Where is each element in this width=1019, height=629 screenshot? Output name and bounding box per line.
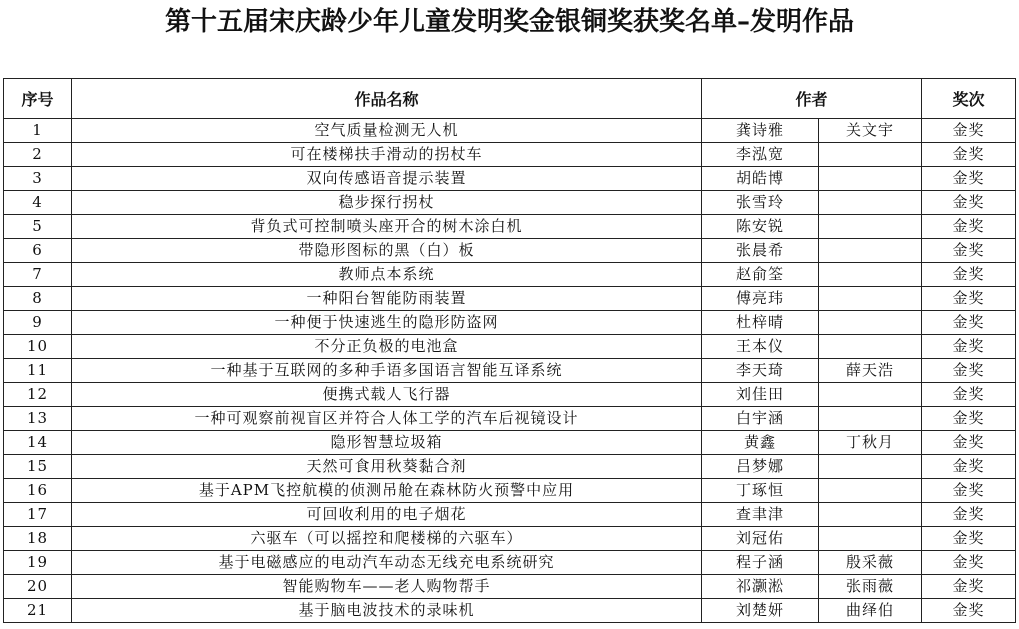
work-name: 六驱车（可以摇控和爬楼梯的六驱车） <box>72 527 702 551</box>
award-level: 金奖 <box>922 287 1016 311</box>
table-row <box>4 287 1016 311</box>
author-secondary <box>819 215 922 239</box>
work-name: 可在楼梯扶手滑动的拐杖车 <box>72 143 702 167</box>
author-secondary: 张雨薇 <box>819 575 922 599</box>
author-primary: 李泓宽 <box>702 143 819 167</box>
author-secondary <box>819 455 922 479</box>
work-name: 双向传感语音提示装置 <box>72 167 702 191</box>
row-number: 1 <box>4 119 72 143</box>
award-level: 金奖 <box>922 311 1016 335</box>
table-row <box>4 119 1016 143</box>
author-secondary <box>819 407 922 431</box>
award-level: 金奖 <box>922 143 1016 167</box>
table-row <box>4 431 1016 455</box>
author-secondary <box>819 239 922 263</box>
table-row <box>4 167 1016 191</box>
work-name: 便携式载人飞行器 <box>72 383 702 407</box>
row-number: 11 <box>4 359 72 383</box>
work-name: 带隐形图标的黑（白）板 <box>72 239 702 263</box>
table-row <box>4 143 1016 167</box>
row-number: 7 <box>4 263 72 287</box>
row-number: 6 <box>4 239 72 263</box>
award-level: 金奖 <box>922 383 1016 407</box>
author-primary: 查聿津 <box>702 503 819 527</box>
author-secondary <box>819 383 922 407</box>
work-name: 不分正负极的电池盒 <box>72 335 702 359</box>
author-primary: 赵俞筌 <box>702 263 819 287</box>
row-number: 21 <box>4 599 72 623</box>
award-level: 金奖 <box>922 407 1016 431</box>
header-award: 奖次 <box>922 79 1016 119</box>
document-title: 第十五届宋庆龄少年儿童发明奖金银铜奖获奖名单–发明作品 <box>164 7 854 37</box>
author-primary: 龚诗雅 <box>702 119 819 143</box>
row-number: 9 <box>4 311 72 335</box>
table-row <box>4 191 1016 215</box>
header-work-name: 作品名称 <box>72 79 702 119</box>
award-table <box>3 78 1016 623</box>
work-name: 基于电磁感应的电动汽车动态无线充电系统研究 <box>72 551 702 575</box>
author-primary: 刘冠佑 <box>702 527 819 551</box>
work-name: 隐形智慧垃圾箱 <box>72 431 702 455</box>
award-level: 金奖 <box>922 263 1016 287</box>
row-number: 5 <box>4 215 72 239</box>
award-level: 金奖 <box>922 215 1016 239</box>
table-row <box>4 407 1016 431</box>
author-secondary <box>819 287 922 311</box>
author-secondary <box>819 191 922 215</box>
author-primary: 吕梦娜 <box>702 455 819 479</box>
author-primary: 张雪玲 <box>702 191 819 215</box>
row-number: 20 <box>4 575 72 599</box>
work-name: 一种基于互联网的多种手语多国语言智能互译系统 <box>72 359 702 383</box>
author-secondary <box>819 503 922 527</box>
author-secondary: 薛天浩 <box>819 359 922 383</box>
author-secondary: 殷采薇 <box>819 551 922 575</box>
author-secondary: 曲绎伯 <box>819 599 922 623</box>
table-row <box>4 263 1016 287</box>
table-row <box>4 359 1016 383</box>
award-level: 金奖 <box>922 119 1016 143</box>
work-name: 空气质量检测无人机 <box>72 119 702 143</box>
author-primary: 丁琢恒 <box>702 479 819 503</box>
row-number: 8 <box>4 287 72 311</box>
author-primary: 傅亮玮 <box>702 287 819 311</box>
author-primary: 杜梓晴 <box>702 311 819 335</box>
table-row <box>4 551 1016 575</box>
award-level: 金奖 <box>922 335 1016 359</box>
author-primary: 王本仪 <box>702 335 819 359</box>
table-row <box>4 599 1016 623</box>
row-number: 12 <box>4 383 72 407</box>
work-name: 智能购物车——老人购物帮手 <box>72 575 702 599</box>
row-number: 2 <box>4 143 72 167</box>
table-body <box>4 119 1016 623</box>
table-row <box>4 383 1016 407</box>
award-level: 金奖 <box>922 599 1016 623</box>
header-authors: 作者 <box>702 79 922 119</box>
author-secondary <box>819 143 922 167</box>
work-name: 一种便于快速逃生的隐形防盗网 <box>72 311 702 335</box>
author-primary: 刘楚妍 <box>702 599 819 623</box>
award-level: 金奖 <box>922 167 1016 191</box>
work-name: 天然可食用秋葵黏合剂 <box>72 455 702 479</box>
author-primary: 张晨希 <box>702 239 819 263</box>
table-row <box>4 239 1016 263</box>
table-row <box>4 575 1016 599</box>
author-secondary <box>819 167 922 191</box>
row-number: 19 <box>4 551 72 575</box>
row-number: 15 <box>4 455 72 479</box>
award-level: 金奖 <box>922 503 1016 527</box>
table-row <box>4 311 1016 335</box>
award-level: 金奖 <box>922 527 1016 551</box>
work-name: 基于APM飞控航模的侦测吊舱在森林防火预警中应用 <box>72 479 702 503</box>
author-secondary <box>819 527 922 551</box>
author-secondary <box>819 263 922 287</box>
author-primary: 黄鑫 <box>702 431 819 455</box>
row-number: 14 <box>4 431 72 455</box>
author-primary: 胡皓博 <box>702 167 819 191</box>
author-secondary <box>819 335 922 359</box>
award-level: 金奖 <box>922 431 1016 455</box>
work-name: 背负式可控制喷头座开合的树木涂白机 <box>72 215 702 239</box>
author-secondary <box>819 311 922 335</box>
work-name: 教师点本系统 <box>72 263 702 287</box>
award-level: 金奖 <box>922 551 1016 575</box>
table-row <box>4 455 1016 479</box>
table-header-row <box>4 79 1016 119</box>
award-level: 金奖 <box>922 359 1016 383</box>
table-row <box>4 215 1016 239</box>
row-number: 4 <box>4 191 72 215</box>
work-name: 稳步探行拐杖 <box>72 191 702 215</box>
author-primary: 程子涵 <box>702 551 819 575</box>
work-name: 基于脑电波技术的录味机 <box>72 599 702 623</box>
author-primary: 祁灏淞 <box>702 575 819 599</box>
row-number: 17 <box>4 503 72 527</box>
table-row <box>4 335 1016 359</box>
author-primary: 李天琦 <box>702 359 819 383</box>
row-number: 16 <box>4 479 72 503</box>
table-row <box>4 479 1016 503</box>
author-secondary: 丁秋月 <box>819 431 922 455</box>
row-number: 3 <box>4 167 72 191</box>
work-name: 可回收利用的电子烟花 <box>72 503 702 527</box>
author-primary: 刘佳田 <box>702 383 819 407</box>
table-row <box>4 503 1016 527</box>
award-level: 金奖 <box>922 191 1016 215</box>
row-number: 13 <box>4 407 72 431</box>
work-name: 一种阳台智能防雨装置 <box>72 287 702 311</box>
row-number: 10 <box>4 335 72 359</box>
row-number: 18 <box>4 527 72 551</box>
award-level: 金奖 <box>922 575 1016 599</box>
author-secondary <box>819 479 922 503</box>
award-level: 金奖 <box>922 239 1016 263</box>
table-row <box>4 527 1016 551</box>
author-primary: 白宇涵 <box>702 407 819 431</box>
author-primary: 陈安锐 <box>702 215 819 239</box>
award-level: 金奖 <box>922 479 1016 503</box>
work-name: 一种可观察前视盲区并符合人体工学的汽车后视镜设计 <box>72 407 702 431</box>
author-secondary: 关文宇 <box>819 119 922 143</box>
award-level: 金奖 <box>922 455 1016 479</box>
header-number: 序号 <box>4 79 72 119</box>
